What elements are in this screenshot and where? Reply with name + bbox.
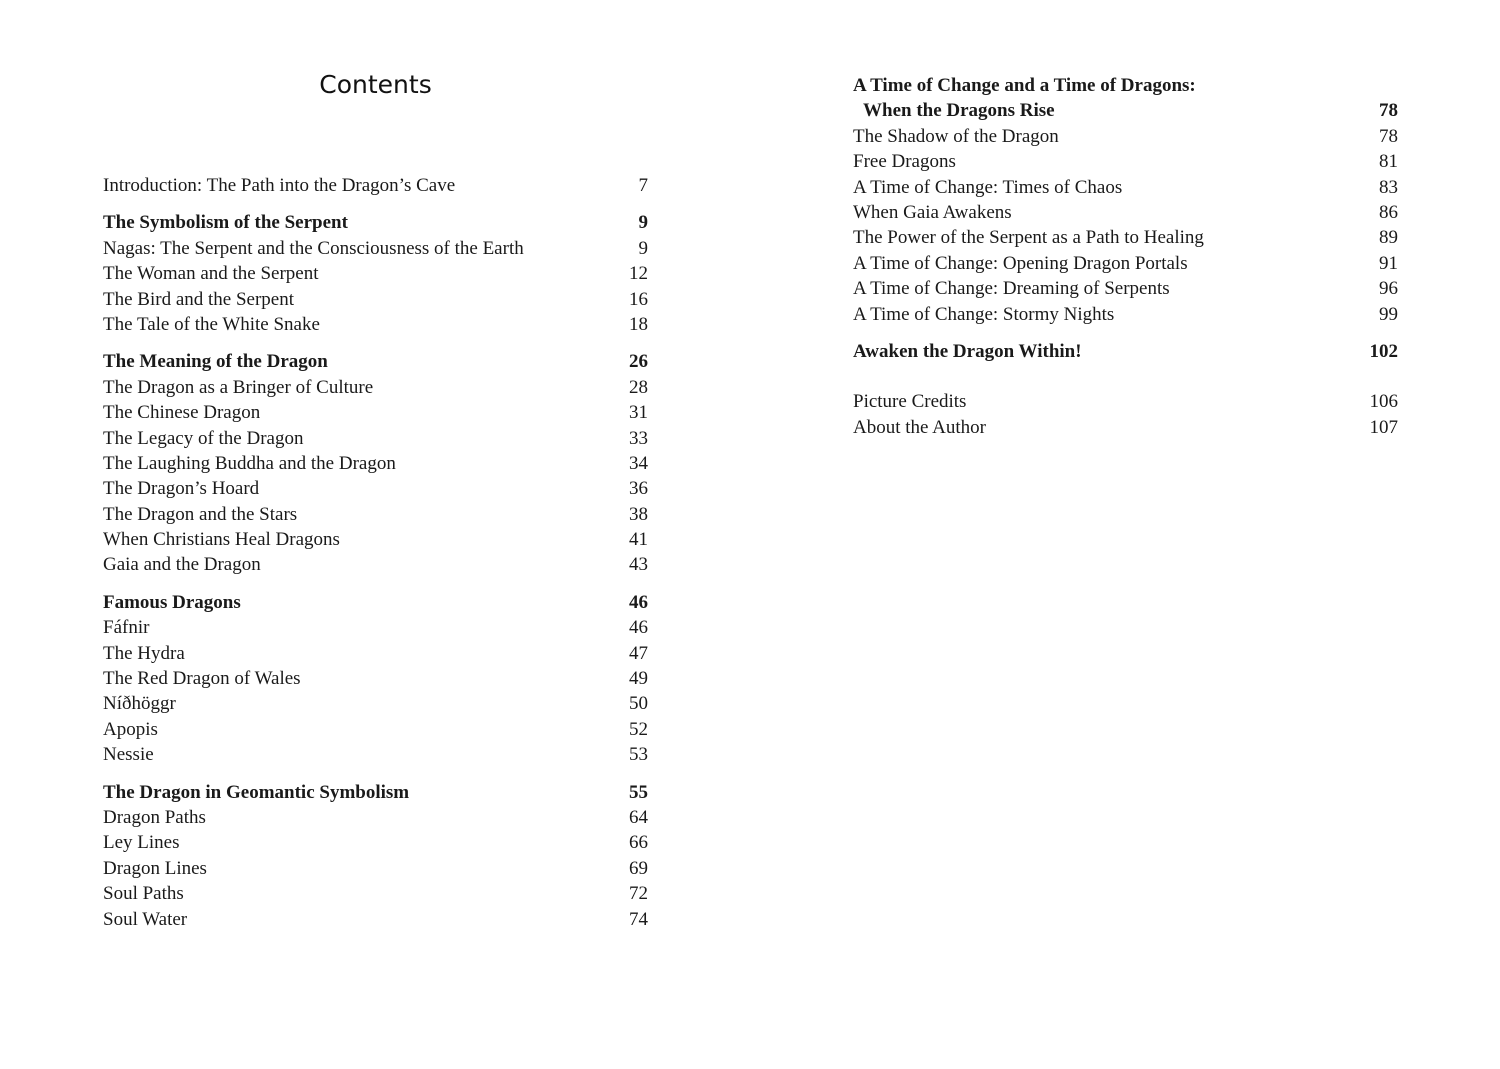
entry-title: The Tale of the White Snake [103, 313, 320, 335]
page-number: 33 [629, 427, 648, 449]
entry-title: The Dragon as a Bringer of Culture [103, 376, 374, 398]
page-number: 107 [1369, 416, 1398, 438]
toc-entry [103, 261, 648, 286]
page-number: 74 [629, 908, 648, 930]
toc-column-left [103, 173, 648, 944]
page-number: 64 [629, 806, 648, 828]
page-number: 46 [629, 591, 648, 613]
entry-title: Dragon Lines [103, 857, 207, 879]
toc-entry [103, 312, 648, 337]
page-number: 83 [1379, 176, 1398, 198]
toc-section [103, 173, 648, 198]
toc-entry [103, 502, 648, 527]
page-number: 47 [629, 642, 648, 664]
toc-entry [103, 400, 648, 425]
entry-title: The Red Dragon of Wales [103, 668, 301, 690]
entry-title: The Woman and the Serpent [103, 263, 319, 285]
entry-title: Free Dragons [853, 151, 956, 173]
page-number: 99 [1379, 303, 1398, 325]
page-number: 12 [629, 263, 648, 285]
entry-title: Dragon Paths [103, 806, 206, 828]
entry-title: Ley Lines [103, 832, 180, 854]
entry-title: Apopis [103, 718, 158, 740]
page-number: 69 [629, 857, 648, 879]
toc-entry [103, 375, 648, 400]
toc-entry [103, 552, 648, 577]
entry-title: The Dragon’s Hoard [103, 478, 260, 500]
page-number: 89 [1379, 227, 1398, 249]
page-number: 9 [638, 237, 648, 259]
page-number: 78 [1379, 125, 1398, 147]
toc-entry [853, 251, 1398, 276]
toc-entry [853, 200, 1398, 225]
toc-entry [103, 641, 648, 666]
toc-entry [103, 856, 648, 881]
toc-entry [103, 451, 648, 476]
toc-chapter [853, 339, 1398, 364]
entry-title: Picture Credits [853, 391, 967, 413]
page-number: 50 [629, 693, 648, 715]
toc-section [103, 210, 648, 337]
toc-section [853, 389, 1398, 440]
entry-title: When Gaia Awakens [853, 201, 1012, 223]
toc-entry [103, 476, 648, 501]
page-number: 7 [638, 175, 648, 196]
entry-title: A Time of Change: Dreaming of Serpents [853, 278, 1170, 300]
toc-entry [853, 389, 1398, 414]
toc-entry [103, 830, 648, 855]
toc-entry [103, 881, 648, 906]
page-number: 55 [629, 781, 648, 803]
toc-entry [103, 907, 648, 932]
toc-entry [853, 149, 1398, 174]
entry-title: Gaia and the Dragon [103, 554, 261, 576]
entry-title: A Time of Change: Opening Dragon Portals [853, 252, 1188, 274]
toc-chapter [853, 98, 1398, 123]
page-number: 36 [629, 478, 648, 500]
page-number: 102 [1369, 340, 1398, 362]
entry-title: Awaken the Dragon Within! [853, 340, 1082, 362]
entry-title: The Dragon in Geomantic Symbolism [103, 781, 410, 803]
toc-chapter [103, 349, 648, 374]
toc-entry [103, 717, 648, 742]
entry-title: Níðhöggr [103, 693, 176, 715]
toc-entry [853, 276, 1398, 301]
toc-entry [853, 302, 1398, 327]
page-number: 91 [1379, 252, 1398, 274]
toc-entry [103, 805, 648, 830]
toc-entry [103, 173, 648, 198]
entry-title: Fáfnir [103, 617, 150, 639]
entry-title: The Chinese Dragon [103, 402, 261, 424]
page-number: 53 [629, 744, 648, 766]
toc-entry [853, 175, 1398, 200]
page-number: 66 [629, 832, 648, 854]
toc-section [853, 73, 1398, 327]
page-number: 16 [629, 288, 648, 310]
toc-entry [103, 236, 648, 261]
toc-section [103, 780, 648, 932]
entry-title: Soul Water [103, 908, 188, 930]
toc-entry [853, 225, 1398, 250]
toc-section [103, 349, 648, 578]
entry-title: The Shadow of the Dragon [853, 125, 1059, 147]
toc-entry [103, 287, 648, 312]
entry-title: When Christians Heal Dragons [103, 529, 340, 551]
entry-title: Famous Dragons [103, 591, 241, 613]
page-number: 9 [638, 212, 648, 234]
entry-title: Introduction: The Path into the Dragon’s Cave [103, 175, 456, 196]
toc-entry [103, 691, 648, 716]
entry-title: Nessie [103, 744, 154, 766]
entry-title: The Dragon and the Stars [103, 503, 298, 525]
toc-column-right [853, 73, 1398, 452]
entry-title: Soul Paths [103, 883, 184, 905]
entry-title: When the Dragons Rise [863, 100, 1055, 122]
entry-title: Nagas: The Serpent and the Consciousness of the Earth [103, 237, 524, 259]
page-number: 26 [629, 351, 648, 373]
page-number: 41 [629, 529, 648, 551]
page-number: 49 [629, 668, 648, 690]
page-title: Contents [319, 70, 432, 99]
page-number: 46 [629, 617, 648, 639]
entry-title: About the Author [853, 416, 986, 438]
toc-entry [853, 124, 1398, 149]
entry-title: A Time of Change: Stormy Nights [853, 303, 1115, 325]
page-number: 106 [1369, 391, 1398, 413]
page-number: 31 [629, 402, 648, 424]
toc-chapter [103, 780, 648, 805]
section-headline: A Time of Change and a Time of Dragons: [853, 75, 1196, 96]
toc-chapter [103, 210, 648, 235]
page-number: 86 [1379, 201, 1398, 223]
toc-section [103, 590, 648, 768]
page-number: 81 [1379, 151, 1398, 173]
entry-title: The Bird and the Serpent [103, 288, 295, 310]
toc-chapter [103, 590, 648, 615]
page-number: 38 [629, 503, 648, 525]
entry-title: The Hydra [103, 642, 185, 664]
toc-entry [103, 527, 648, 552]
page-number: 96 [1379, 278, 1398, 300]
toc-entry [103, 666, 648, 691]
toc-entry [103, 742, 648, 767]
page-number: 34 [629, 452, 648, 474]
toc-entry [853, 415, 1398, 440]
toc-entry [103, 426, 648, 451]
page-number: 43 [629, 554, 648, 576]
entry-title: The Meaning of the Dragon [103, 351, 328, 373]
page-number: 18 [629, 313, 648, 335]
entry-title: The Power of the Serpent as a Path to Healing [853, 227, 1204, 249]
page-number: 52 [629, 718, 648, 740]
entry-title: The Legacy of the Dragon [103, 427, 304, 449]
page-number: 72 [629, 883, 648, 905]
entry-title: The Symbolism of the Serpent [103, 212, 348, 234]
page-number: 78 [1379, 100, 1398, 122]
toc-entry [103, 615, 648, 640]
toc-section [853, 339, 1398, 364]
page-number: 28 [629, 376, 648, 398]
entry-title: The Laughing Buddha and the Dragon [103, 452, 396, 474]
entry-title: A Time of Change: Times of Chaos [853, 176, 1123, 198]
